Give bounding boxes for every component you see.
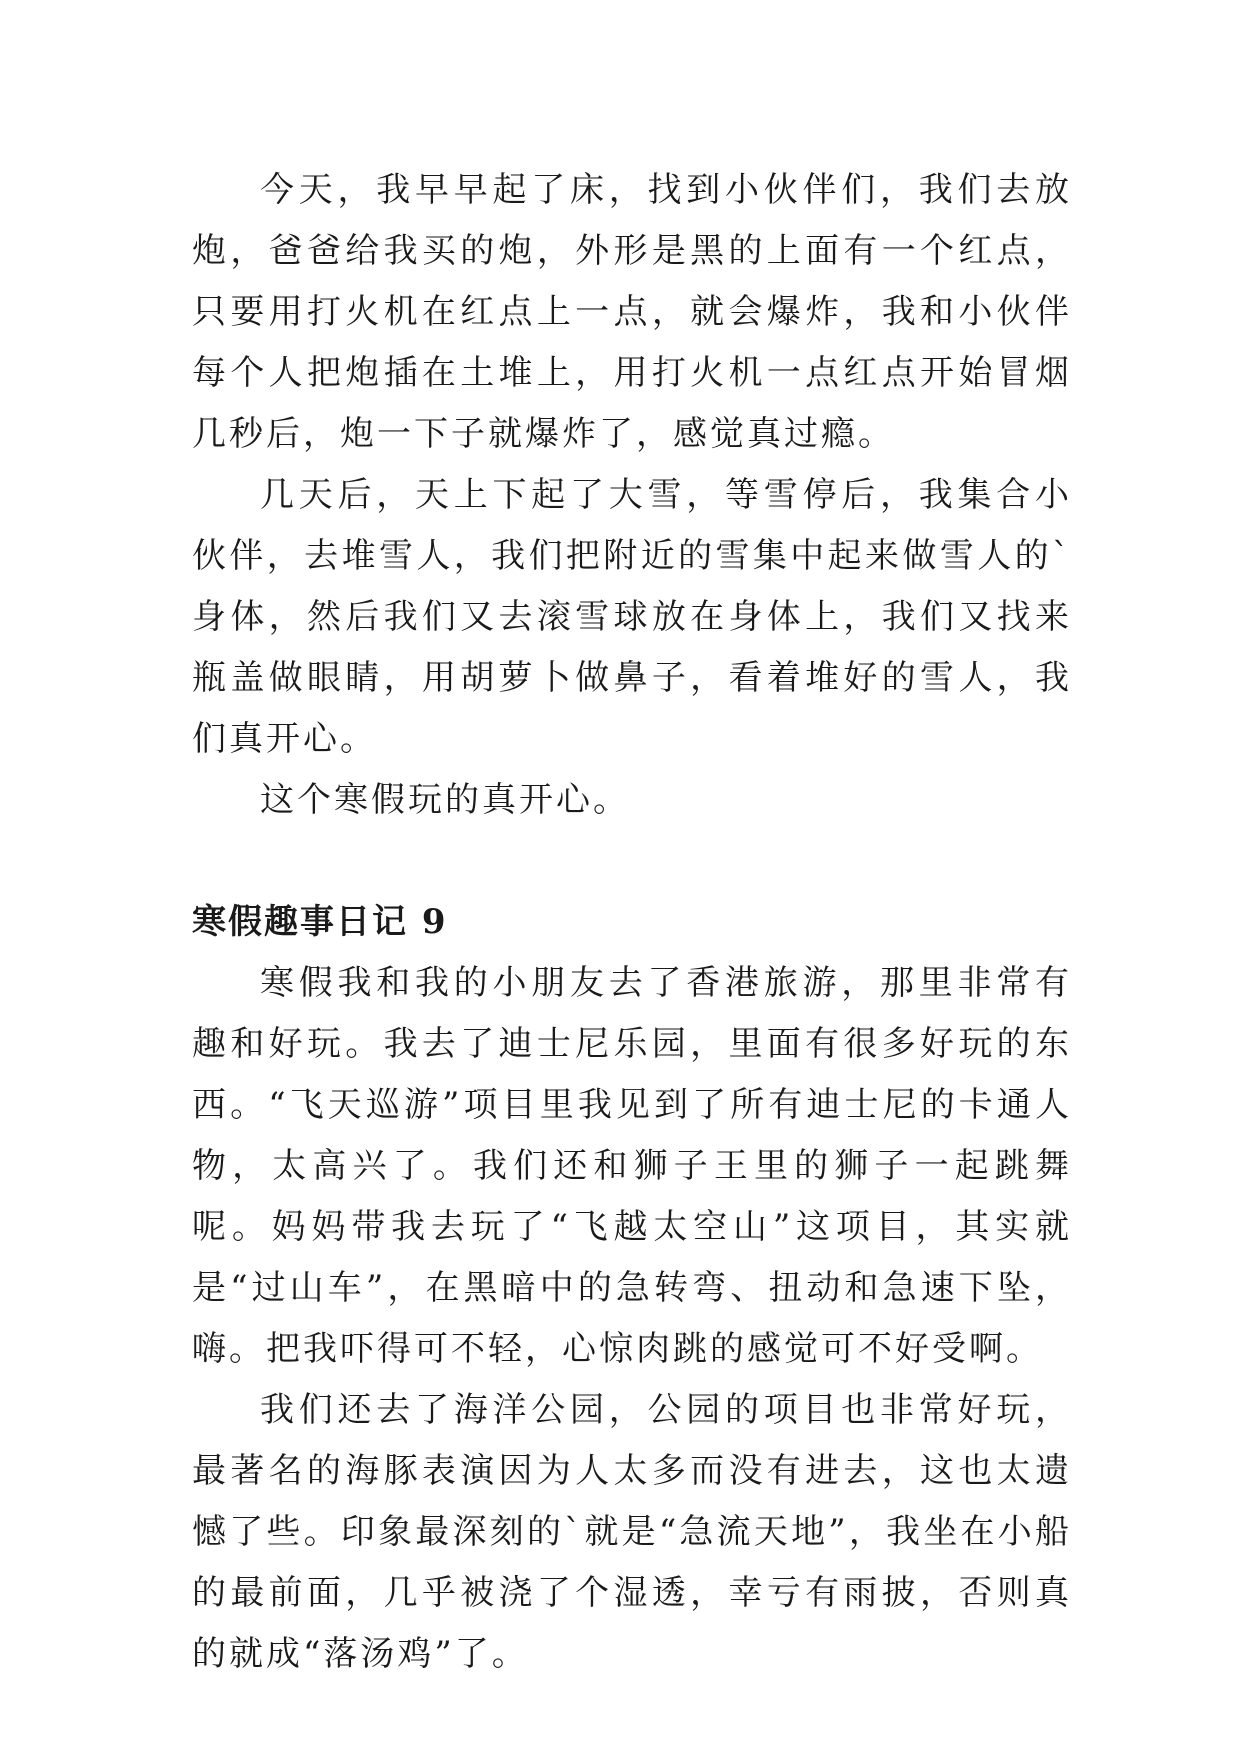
paragraph-conclusion: 这个寒假玩的真开心。 <box>260 780 630 820</box>
paragraph-ocean-park: 我们还去了海洋公园，公园的项目也非常好玩，最著名的海豚表演因为人太多而没有进去，这也太遗憾了些。印象最深刻的`就是“急流天地”，我坐在小船的最前面，几乎被浇了个湿透，幸亏有雨披，否则真的就成“落汤鸡”了。 <box>192 1390 1072 1674</box>
section-title: 寒假趣事日记 9 <box>192 902 448 942</box>
document-page <box>192 160 1086 1685</box>
paragraph-firecrackers: 今天，我早早起了床，找到小伙伴们，我们去放炮，爸爸给我买的炮，外形是黑的上面有一个红点，只要用打火机在红点上一点，就会爆炸，我和小伙伴每个人把炮插在土堆上，用打火机一点红点开始冒烟 几秒后，炮一下子就爆炸了，感觉真过瘾。 <box>192 170 1086 454</box>
section-spacer <box>192 831 1072 892</box>
paragraph-disneyland: 寒假我和我的小朋友去了香港旅游，那里非常有趣和好玩。我去了迪士尼乐园，里面有很多好玩的东西。“飞天巡游”项目里我见到了所有迪士尼的卡通人物，太高兴了。我们还和狮子王里的狮子一起跳舞呢。妈妈带我去玩了“飞越太空山”这项目，其实就是“过山车”，在黑暗中的急转弯、扭动和急速下坠，嗨。把我吓得可不轻，心惊肉跳的感觉可不好受啊。 <box>192 963 1072 1369</box>
paragraph-snowman: 几天后，天上下起了大雪，等雪停后，我集合小伙伴，去堆雪人，我们把附近的雪集中起来做雪人的`身体，然后我们又去滚雪球放在身体上，我们又找来瓶盖做眼睛，用胡萝卜做鼻子，看着堆好的雪人，我们真开心。 <box>192 475 1072 759</box>
